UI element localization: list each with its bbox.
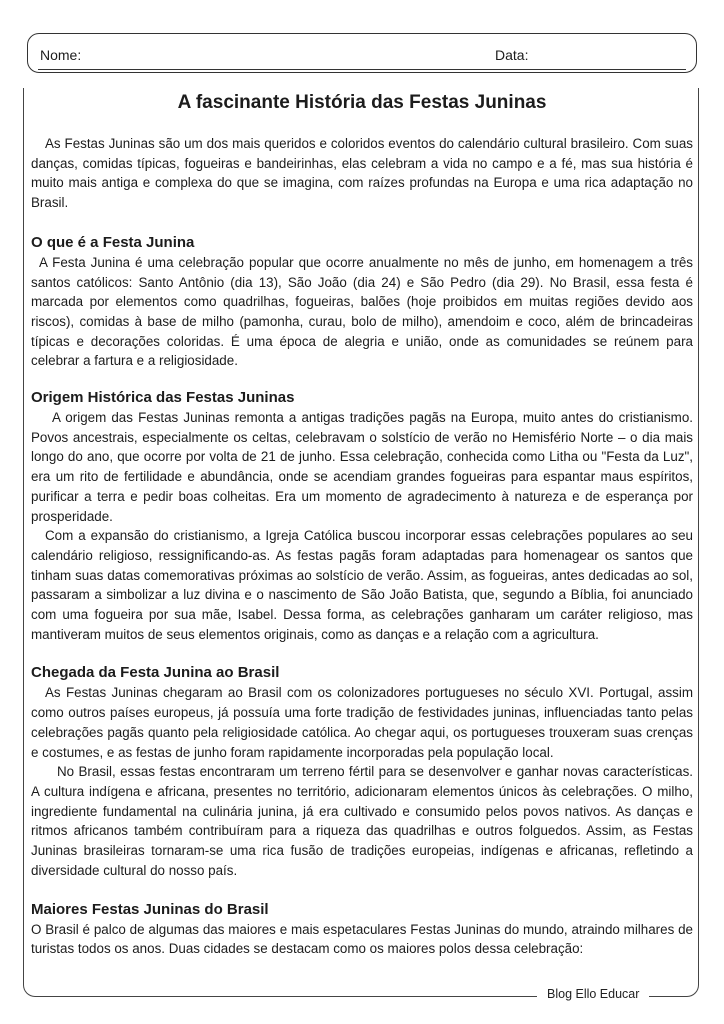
section-paragraph: Com a expansão do cristianismo, a Igreja Católica buscou incorporar essas celebrações populares ao seu calendário religioso, ressignificando-as. As festas pagãs foram adaptadas para homenagear os santos que tinham suas datas comemorativas próximas ao solstício de verão. Assim, as fogueiras, antes dedicadas ao sol, passaram a simbolizar a luz divina e o nascimento de São João Batista, que, segundo a Bíblia, foi anunciado com uma fogueira por sua mãe, Isabel. Dessa forma, as celebrações ganharam um caráter religioso, mas mantiveram muitos de seus elementos originais, como as danças e a relação com a agricultura. — [31, 528, 693, 642]
intro-paragraph: As Festas Juninas são um dos mais queridos e coloridos eventos do calendário cultural brasileiro. Com suas danças, comidas típicas, fogueiras e bandeirinhas, elas celebram a vida no campo e a fé, mas sua história é muito mais antiga e complexa do que se imagina, com raízes profundas na Europa e uma rica adaptação no Brasil. — [31, 136, 693, 211]
section-paragraph: As Festas Juninas chegaram ao Brasil com os colonizadores portugueses no século XVI. Portugal, assim como outros países europeus, já possuía uma forte tradição de festividades juninas, influenciadas tanto pelas celebrações pagãs quanto pela religiosidade católica. Ao chegar aqui, os portugueses trouxeram suas crenças e costumes, e as festas de junho foram rapidamente incorporadas pela população local. — [31, 685, 693, 760]
page-title: A fascinante História das Festas Juninas — [177, 92, 547, 113]
section-paragraph: No Brasil, essas festas encontraram um terreno fértil para se desenvolver e ganhar novas características. A cultura indígena e africana, presentes no território, adicionaram elementos únicos às celebrações. O milho, ingrediente fundamental na culinária junina, já era cultivado e consumido pelos povos nativos. As danças e ritmos africanos também contribuíram para a riqueza das quadrilhas e outros folguedos. Assim, as Festas Juninas brasileiras tornaram-se uma rica fusão de tradições europeias, indígenas e africanas, refletindo a diversidade cultural do nosso país. — [31, 764, 693, 878]
section-heading-o-que-e: O que é a Festa Junina — [31, 233, 195, 251]
section-heading-chegada: Chegada da Festa Junina ao Brasil — [31, 664, 280, 682]
document-body — [31, 134, 693, 959]
date-label: Data: — [495, 47, 529, 63]
header-box — [27, 33, 697, 73]
section-heading-origem: Origem Histórica das Festas Juninas — [31, 389, 295, 407]
name-label: Nome: — [40, 47, 82, 63]
footer-credit: Blog Ello Educar — [537, 986, 649, 1002]
section-paragraph: O Brasil é palco de algumas das maiores e mais espetaculares Festas Juninas do mundo, atraindo milhares de turistas todos os anos. Duas cidades se destacam como os maiores polos dessa celebração: — [31, 921, 693, 957]
section-heading-maiores: Maiores Festas Juninas do Brasil — [31, 900, 269, 918]
section-paragraph: A Festa Junina é uma celebração popular que ocorre anualmente no mês de junho, em homenagem a três santos católicos: Santo Antônio (dia 13), São João (dia 24) e São Pedro (dia 29). No Brasil, essa festa é marcada por elementos como quadrilhas, fogueiras, balões (hoje proibidos em muitas regiões devido aos riscos), comidas à base de milho (pamonha, curau, bolo de milho), amendoim e coco, além de brincadeiras típicas e decorações coloridas. É uma época de alegria e união, onde as comunidades se reúnem para celebrar a fartura e a religiosidade. — [31, 254, 693, 369]
section-paragraph: A origem das Festas Juninas remonta a antigas tradições pagãs na Europa, muito antes do cristianismo. Povos ancestrais, especialmente os celtas, celebravam o solstício de verão no Hemisfério Norte – o dia mais longo do ano, que ocorre por volta de 21 de junho. Essa celebração, conhecida como Litha ou "Festa da Luz", era um rito de fertilidade e abundância, onde se acendiam grandes fogueiras para espantar maus espíritos, purificar a terra e pedir boas colheitas. Era um momento de agradecimento à natureza e de esperança por prosperidade. — [31, 410, 693, 524]
header-underline — [38, 69, 686, 70]
